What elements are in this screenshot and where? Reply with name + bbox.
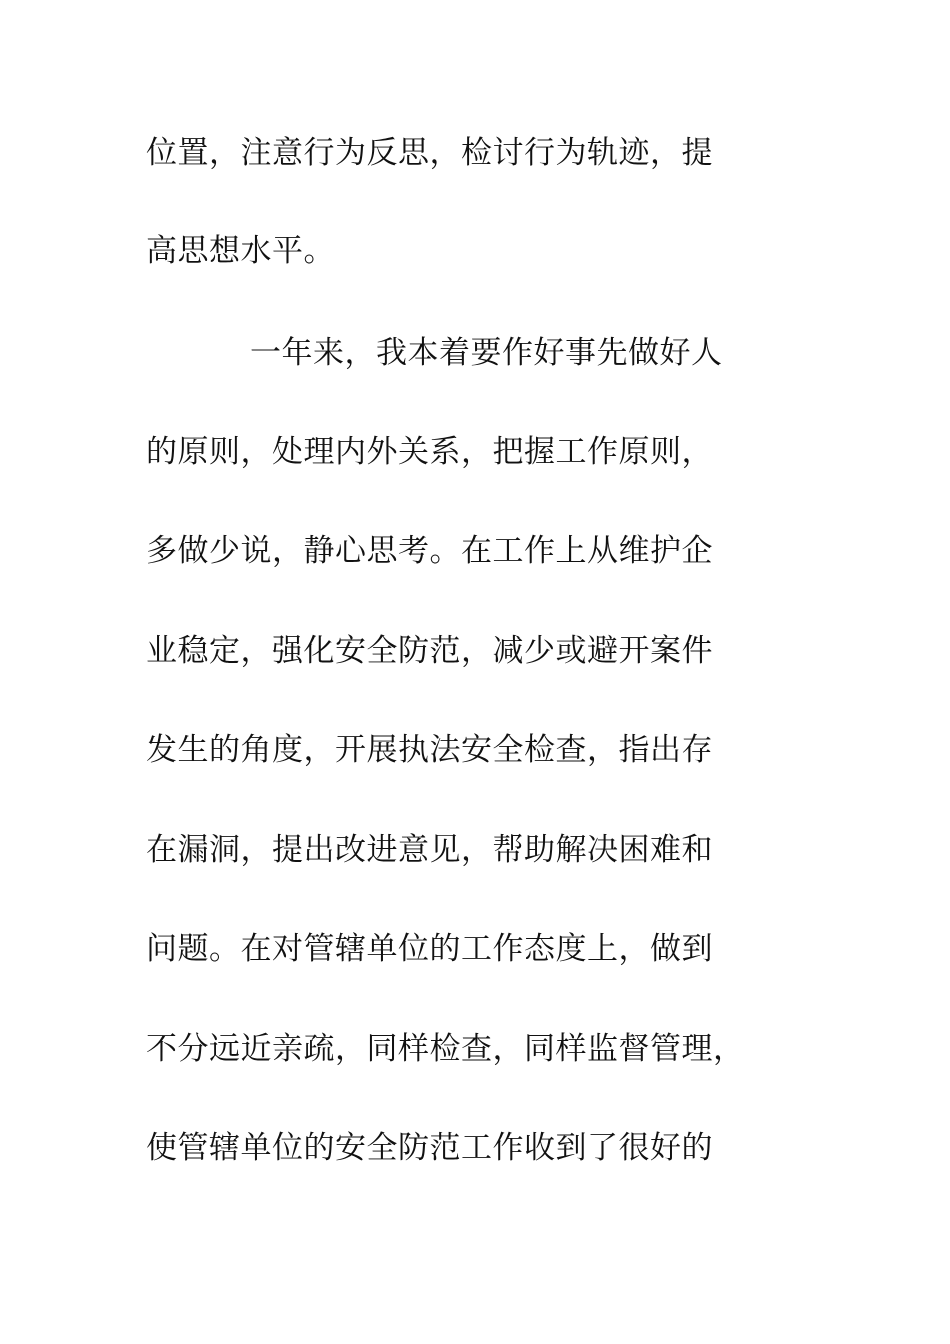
text-line: 高思想水平。 (146, 233, 335, 269)
text-line: 业稳定，强化安全防范，减少或避开案件 (146, 633, 713, 669)
text-line: 使管辖单位的安全防范工作收到了很好的 (146, 1130, 713, 1166)
text-line: 问题。在对管辖单位的工作态度上，做到 (146, 931, 713, 967)
paragraph-first-line: 一年来，我本着要作好事先做好人 (250, 335, 723, 371)
text-line: 不分远近亲疏，同样检查，同样监督管理， (146, 1031, 745, 1067)
text-line: 发生的角度，开展执法安全检查，指出存 (146, 732, 713, 768)
text-line: 多做少说，静心思考。在工作上从维护企 (146, 533, 713, 569)
text-line: 的原则，处理内外关系，把握工作原则， (146, 434, 713, 470)
text-line: 在漏洞，提出改进意见，帮助解决困难和 (146, 832, 713, 868)
text-line: 位置，注意行为反思，检讨行为轨迹，提 (146, 135, 713, 171)
